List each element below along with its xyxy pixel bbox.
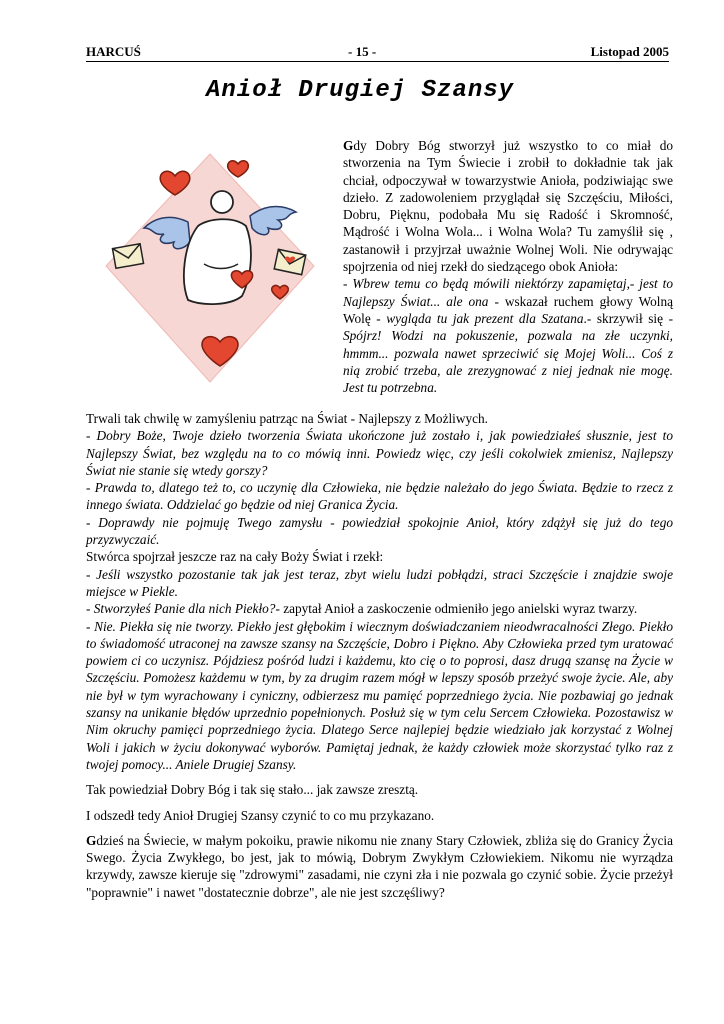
body-paragraph: - Jeśli wszystko pozostanie tak jak jest teraz, zbyt wielu ludzi pobłądzi, straci Szczęście i znajdzie swoje miejsce w Piekle.: [86, 566, 673, 599]
drop-initial: G: [86, 832, 97, 848]
page-header: [86, 43, 669, 62]
body-paragraph: - Dobry Boże, Twoje dzieło tworzenia Świata ukończone już zostało i, jak powiedziałeś słusznie, jest to Najlepszy Świat, bez względu na to co mówią inni. Powiedz więc, czy jeśli cokolwiek zmienisz, Najlepszy Świat nie stanie się wtedy gorszy?: [86, 428, 673, 478]
intro-dialogue: [343, 275, 673, 396]
body-paragraph: - Prawda to, dlatego też to, co uczynię dla Człowieka, nie będzie należało do jego Świata. Będzie to rzecz z innego świata. Oddzielać go będzie od niej Granica Życia.: [86, 480, 673, 513]
dialogue-italic: wygląda tu jak prezent dla Szatana: [386, 310, 584, 326]
dialogue-italic: - Wbrew temu co będą mówili niektórzy zapamiętaj,- jest to Najlepszy Świat... ale ona -: [343, 276, 673, 309]
header-date: Listopad 2005: [590, 44, 669, 59]
dialogue-narration: wskazał ruchem głowy Wolną Wolę -: [343, 293, 673, 326]
body-paragraph: Stwórca spojrzał jeszcze raz na cały Boży Świat i rzekł:: [86, 549, 384, 565]
header-magazine-name: HARCUŚ: [86, 44, 141, 59]
dialogue-narration: .- skrzywił się -: [583, 310, 673, 326]
body-paragraph: [86, 600, 673, 617]
dialogue-italic: - Stworzyłeś Panie dla nich Piekło?: [86, 601, 276, 617]
envelope-icon: [112, 244, 143, 269]
body-paragraph: - Nie. Piekła się nie tworzy. Piekło jest głębokim i wiecznym doświadczaniem nieodwracalności Złego. Piekło to świadomość utraconej na zawsze szansy na Szczęście, Dobro i Piękno. Aby Człowieka przed tym uratować powiem ci co uczynisz. Pójdziesz pośród ludzi i każdemu, kto cię o to poprosi, dasz drugą szansę na Życie w Szczęściu. Pomożesz każdemu w tym, by za drugim razem mógł w lepszy sposób przeżyć swoje życie. Ale, aby nie był w tym wyrachowany i cyniczny, odbierzesz mu pamięć poprzedniego życia. Nie pozbawiaj go jednak szansy na unikanie błędów uprzednio popełnionych. Posłuż się w tym celu Sercem Człowieka. Pozostawisz w Nim okruchy pamięci poprzedniego życia. Dlatego Serce najlepiej będzie wiedziało jak korzystać z Wolnej Woli i jakich w życiu dokonywać wyborów. Pamiętaj jednak, że każdy człowiek może skorzystać tylko raz z twojej pomocy... Aniele Drugiej Szansy.: [86, 618, 673, 772]
body-paragraph: Tak powiedział Dobry Bóg i tak się stało... jak zawsze zresztą.: [86, 782, 419, 798]
header-page-number: - 15 -: [348, 44, 377, 59]
body-paragraph: - Doprawdy nie pojmuję Twego zamysłu - powiedział spokojnie Anioł, który zdążył się już do tego przyzwyczaić.: [86, 514, 673, 548]
heart-icon: [228, 161, 249, 177]
body-text: dzieś na Świecie, w małym pokoiku, prawie nikomu nie znany Stary Człowiek, zbliża się do Granicy Życia Swego. Życia Zwykłego, bo jest, jak to mówią, Dobrym Zwykłym Człowiekiem. Nikomu nie wyrządza krzywdy, zawsze kieruje się "zdrowymi" zasadami, nie czyni zła i nie pozwala go czynić sobie. Życie przeżył "poprawnie" i nawet "dostatecznie dobrze", ale nie jest szczęśliwy?: [86, 832, 673, 900]
body-paragraph: [86, 832, 673, 901]
drop-initial: G: [343, 138, 354, 153]
dialogue-narration: - zapytał Anioł a zaskoczenie odmieniło jego anielski wyraz twarzy.: [275, 601, 638, 617]
article-title: Anioł Drugiej Szansy: [206, 77, 515, 104]
body-paragraph: I odszedł tedy Anioł Drugiej Szansy czynić to co mu przykazano.: [86, 807, 435, 823]
angel-illustration: [100, 146, 320, 396]
intro-text: dy Dobry Bóg stworzył już wszystko to co miał do stworzenia na Tym Świecie i zrobił to dokładnie tak jak chciał, odpoczywał w towarzystwie Anioła, podziwiając swe dzieło. Z zadowoleniem przyglądał się Szczęściu, Miłości, Dobru, Pięknu, podobała Mu się Radość i Skromność, Mądrość i Wolna Wola... i Wolna Wola? Tu zamyślił się , zastanowił i przyjrzał uważnie Wolnej Woli. Nie odrywając spojrzenia od niej rzekł do siedzącego obok Anioła:: [343, 138, 673, 275]
intro-column: [343, 137, 673, 396]
intro-paragraph: [343, 137, 673, 275]
dialogue-italic: Spójrz! Wodzi na pokuszenie, pozwala na złe uczynki, hmmm... pozwala nawet sprzeciwić się Mojej Woli... Coś z nią zrobić trzeba, ale zrezygnować z niej jednak nie mogę. Jest tu potrzebna.: [343, 328, 673, 396]
body-paragraph: Trwali tak chwilę w zamyśleniu patrząc na Świat - Najlepszy z Możliwych.: [86, 411, 488, 426]
article-body: [86, 410, 673, 901]
